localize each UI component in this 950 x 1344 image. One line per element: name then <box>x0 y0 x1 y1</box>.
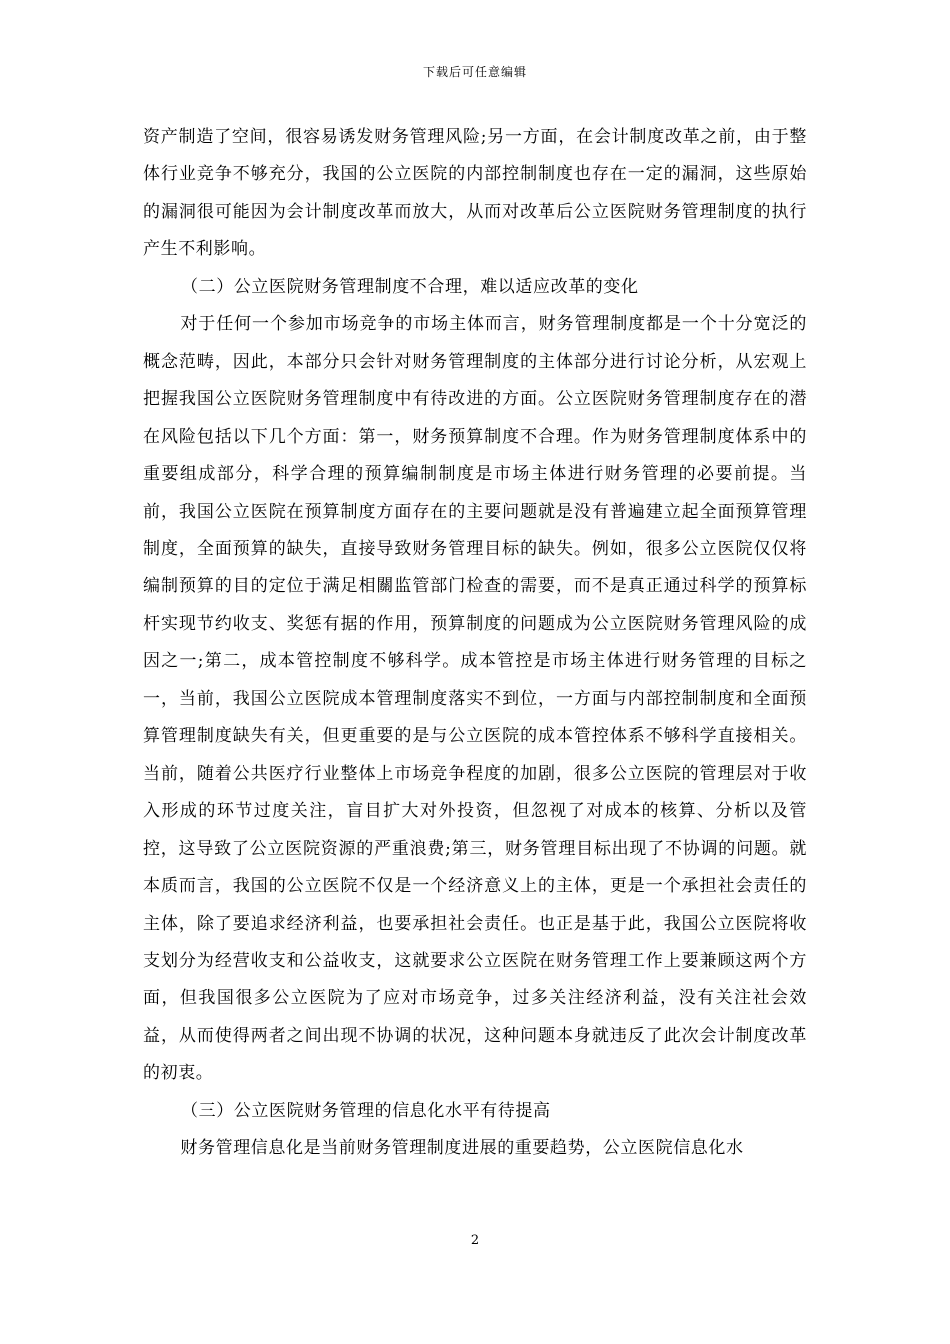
paragraph-financial-system: 对于任何一个参加市场竞争的市场主体而言，财务管理制度都是一个十分宽泛的概念范畴，因此，本部分只会针对财务管理制度的主体部分进行讨论分析，从宏观上把握我国公立医院财务管理制度中有待改进的方面。公立医院财务管理制度存在的潜在风险包括以下几个方面：第一，财务预算制度不合理。作为财务管理制度体系中的重要组成部分，科学合理的预算编制制度是市场主体进行财务管理的必要前提。当前，我国公立医院在预算制度方面存在的主要问题就是没有普遍建立起全面预算管理制度，全面预算的缺失，直接导致财务管理目标的缺失。例如，很多公立医院仅仅将编制预算的目的定位于满足相關监管部门检查的需要，而不是真正通过科学的预算标杆实现节约收支、奖惩有据的作用，预算制度的问题成为公立医院财务管理风险的成因之一;第二，成本管控制度不够科学。成本管控是市场主体进行财务管理的目标之一，当前，我国公立医院成本管理制度落实不到位，一方面与内部控制制度和全面预算管理制度缺失有关，但更重要的是与公立医院的成本管控体系不够科学直接相关。当前，随着公共医疗行业整体上市场竞争程度的加剧，很多公立医院的管理层对于收入形成的环节过度关注，盲目扩大对外投资，但忽视了对成本的核算、分析以及管控，这导致了公立医院资源的严重浪费;第三，财务管理目标出现了不协调的问题。就本质而言，我国的公立医院不仅是一个经济意义上的主体，更是一个承担社会责任的主体，除了要追求经济利益，也要承担社会责任。也正是基于此，我国公立医院将收支划分为经营收支和公益收支，这就要求公立医院在财务管理工作上要兼顾这两个方面，但我国很多公立医院为了应对市场竞争，过多关注经济利益，没有关注社会效益，从而使得两者之间出现不协调的状况，这种问题本身就违反了此次会计制度改革的初衷。 <box>143 314 807 1084</box>
paragraph-informatization: 财务管理信息化是当前财务管理制度进展的重要趋势，公立医院信息化水 <box>180 1138 744 1159</box>
page-number: 2 <box>470 1233 480 1248</box>
page-header: 下载后可任意编辑 <box>422 65 527 79</box>
section-heading-3: （三）公立医院财务管理的信息化水平有待提高 <box>181 1100 551 1121</box>
section-heading-2: （二）公立医院财务管理制度不合理，难以适应改革的变化 <box>181 276 639 297</box>
paragraph-continuation: 资产制造了空间，很容易诱发财务管理风险;另一方面，在会计制度改革之前，由于整体行业竞争不够充分，我国的公立医院的内部控制制度也存在一定的漏洞，这些原始的漏洞很可能因为会计制度改革而放大，从而对改革后公立医院财务管理制度的执行产生不利影响。 <box>143 127 807 260</box>
document-body <box>143 119 807 1168</box>
